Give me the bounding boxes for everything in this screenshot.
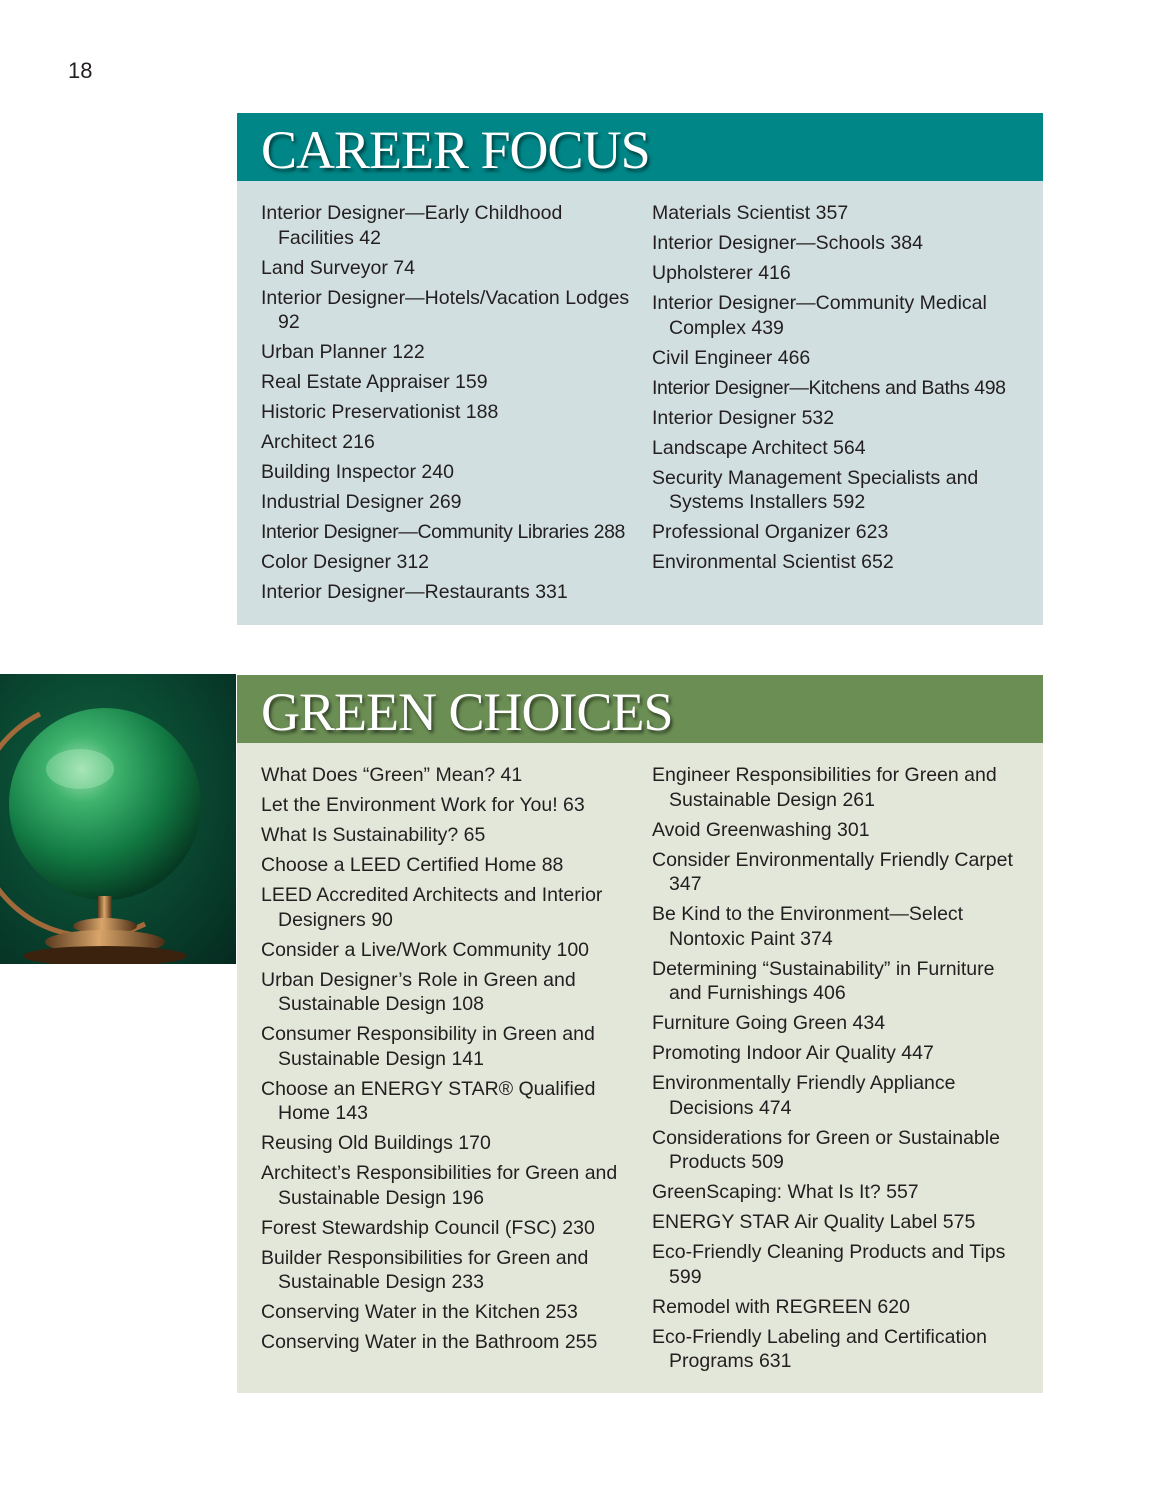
list-item: Historic Preservationist 188: [261, 401, 499, 423]
list-item: Interior Designer—Early Childhood Facilities 42: [261, 202, 563, 249]
list-item: Materials Scientist 357: [652, 202, 849, 224]
list-item: Urban Designer’s Role in Green and Sustainable Design 108: [261, 968, 576, 1015]
career-focus-right-column: [652, 201, 1032, 580]
list-item: Interior Designer—Restaurants 331: [261, 581, 568, 603]
list-item: Furniture Going Green 434: [652, 1012, 886, 1034]
list-item: LEED Accredited Architects and Interior Designers 90: [261, 884, 603, 931]
list-item: Considerations for Green or Sustainable Products 509: [652, 1126, 1000, 1173]
list-item: Interior Designer—Kitchens and Baths 498: [652, 376, 1006, 399]
list-item: Interior Designer—Hotels/Vacation Lodges 92: [261, 286, 630, 333]
list-item: Builder Responsibilities for Green and Sustainable Design 233: [261, 1246, 589, 1293]
list-item: Avoid Greenwashing 301: [652, 818, 870, 841]
list-item: Real Estate Appraiser 159: [261, 371, 488, 393]
green-choices-header: [237, 675, 1043, 743]
career-focus-header: [237, 113, 1043, 181]
list-item: Consider Environmentally Friendly Carpet 347: [652, 848, 1013, 895]
list-item: Land Surveyor 74: [261, 256, 415, 279]
list-item: Environmentally Friendly Appliance Decisions 474: [652, 1072, 956, 1119]
green-choices-right-column: [652, 763, 1032, 1379]
list-item: Eco-Friendly Labeling and Certification Programs 631: [652, 1325, 987, 1372]
list-item: Reusing Old Buildings 170: [261, 1132, 491, 1154]
list-item: Industrial Designer 269: [261, 491, 462, 513]
list-item: Consider a Live/Work Community 100: [261, 938, 590, 961]
list-item: What Is Sustainability? 65: [261, 824, 486, 846]
list-item: Determining “Sustainability” in Furniture and Furnishings 406: [652, 957, 995, 1004]
list-item: Environmental Scientist 652: [652, 551, 894, 573]
list-item: Let the Environment Work for You! 63: [261, 794, 585, 816]
career-focus-title: CAREER FOCUS: [261, 120, 650, 180]
list-item: Architect 216: [261, 431, 375, 453]
list-item: Eco-Friendly Cleaning Products and Tips 599: [652, 1241, 1006, 1288]
career-focus-box: [237, 113, 1043, 625]
green-choices-box: [237, 675, 1043, 1393]
list-item: Conserving Water in the Kitchen 253: [261, 1301, 578, 1323]
list-item: Architect’s Responsibilities for Green and Sustainable Design 196: [261, 1162, 618, 1209]
list-item: Interior Designer—Schools 384: [652, 232, 923, 254]
list-item: Building Inspector 240: [261, 461, 454, 483]
list-item: ENERGY STAR Air Quality Label 575: [652, 1211, 976, 1233]
list-item: Professional Organizer 623: [652, 521, 889, 543]
green-choices-body: [237, 743, 1043, 1393]
list-item: Conserving Water in the Bathroom 255: [261, 1331, 598, 1353]
list-item: Color Designer 312: [261, 551, 430, 573]
list-item: Interior Designer—Community Libraries 288: [261, 521, 626, 543]
career-focus-left-column: [261, 201, 641, 610]
career-focus-body: [237, 181, 1043, 625]
list-item: Promoting Indoor Air Quality 447: [652, 1042, 934, 1064]
globe-image: [0, 674, 236, 964]
list-item: Consumer Responsibility in Green and Sustainable Design 141: [261, 1023, 595, 1070]
list-item: Security Management Specialists and Systems Installers 592: [652, 466, 979, 513]
green-choices-title: GREEN CHOICES: [261, 682, 673, 742]
list-item: Choose an ENERGY STAR® Qualified Home 143: [261, 1077, 596, 1124]
list-item: Interior Designer—Community Medical Complex 439: [652, 292, 987, 339]
list-item: Interior Designer 532: [652, 406, 835, 429]
list-item: Be Kind to the Environment—Select Nontoxic Paint 374: [652, 903, 964, 950]
list-item: Remodel with REGREEN 620: [652, 1295, 910, 1318]
list-item: GreenScaping: What Is It? 557: [652, 1181, 919, 1203]
list-item: What Does “Green” Mean? 41: [261, 764, 523, 786]
list-item: Civil Engineer 466: [652, 346, 811, 369]
green-choices-left-column: [261, 763, 641, 1360]
list-item: Landscape Architect 564: [652, 436, 866, 459]
list-item: Choose a LEED Certified Home 88: [261, 854, 564, 876]
list-item: Urban Planner 122: [261, 341, 425, 363]
page-number: 18: [68, 58, 93, 83]
list-item: Upholsterer 416: [652, 262, 791, 284]
list-item: Engineer Responsibilities for Green and Sustainable Design 261: [652, 764, 997, 811]
list-item: Forest Stewardship Council (FSC) 230: [261, 1216, 595, 1239]
